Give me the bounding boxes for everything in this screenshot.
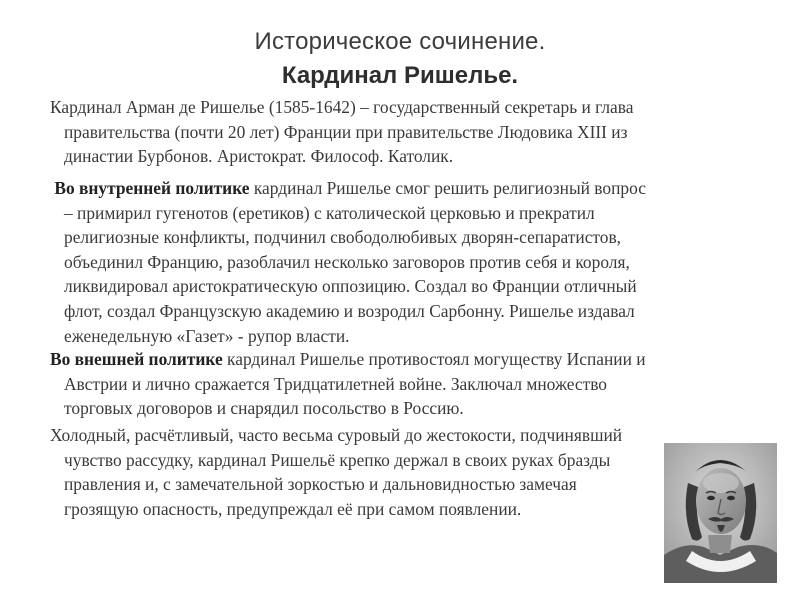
foreign-policy-heading: Во внешней политике: [50, 349, 223, 369]
paragraph-line: династии Бурбонов. Аристократ. Философ. Католик.: [64, 146, 454, 167]
character-paragraph: [50, 423, 750, 521]
intro-paragraph: [50, 95, 750, 169]
page-title-line-2: Кардинал Ришелье.: [281, 62, 519, 89]
paragraph-line: чувство рассудку, кардинал Ришельё крепко держал в своих руках бразды: [64, 449, 611, 470]
paragraph-line: религиозные конфликты, подчинил свободолюбивых дворян-сепаратистов,: [64, 227, 622, 248]
portrait-image: [664, 443, 777, 583]
paragraph-line: объединил Францию, разоблачил несколько заговоров против себя и короля,: [64, 251, 630, 272]
paragraph-line: флот, создал Французскую академию и возродил Сарбонну. Ришелье издавал: [64, 300, 635, 321]
paragraph-line: – примирил гугенотов (еретиков) с католической церковью и прекратил: [64, 202, 595, 223]
domestic-policy-heading: Во внутренней политике: [54, 178, 250, 198]
paragraph-line: правления и, с замечательной зоркостью и дальновидностью замечая: [64, 474, 577, 495]
paragraph-line: Кардинал Арман де Ришелье (1585-1642) – государственный секретарь и глава: [50, 97, 634, 117]
paragraph-text: кардинал Ришелье противостоял могуществу Испании и: [222, 349, 646, 369]
domestic-policy-paragraph: [50, 176, 750, 348]
paragraph-line: [50, 347, 750, 372]
page-title-line-1: Историческое сочинение.: [254, 28, 546, 55]
paragraph-line: грозящую опасность, предупреждал её при самом появлении.: [64, 498, 522, 519]
paragraph-line: Холодный, расчётливый, часто весьма суровый до жестокости, подчинявший: [50, 425, 623, 445]
foreign-policy-paragraph: [50, 347, 750, 421]
paragraph-line: правительства (почти 20 лет) Франции при правительстве Людовика XIII из: [64, 121, 628, 142]
paragraph-line: еженедельную «Газет» - рупор власти.: [64, 325, 350, 346]
paragraph-line: Австрии и лично сражается Тридцатилетней войне. Заключал множество: [64, 373, 607, 394]
richelieu-portrait-icon: [664, 443, 777, 583]
paragraph-text: кардинал Ришелье смог решить религиозный вопрос: [249, 178, 646, 198]
paragraph-line: [50, 176, 750, 201]
paragraph-line: торговых договоров и снарядил посольство в Россию.: [64, 398, 464, 419]
paragraph-line: ликвидировал аристократическую оппозицию. Создал во Франции отличный: [64, 276, 637, 297]
